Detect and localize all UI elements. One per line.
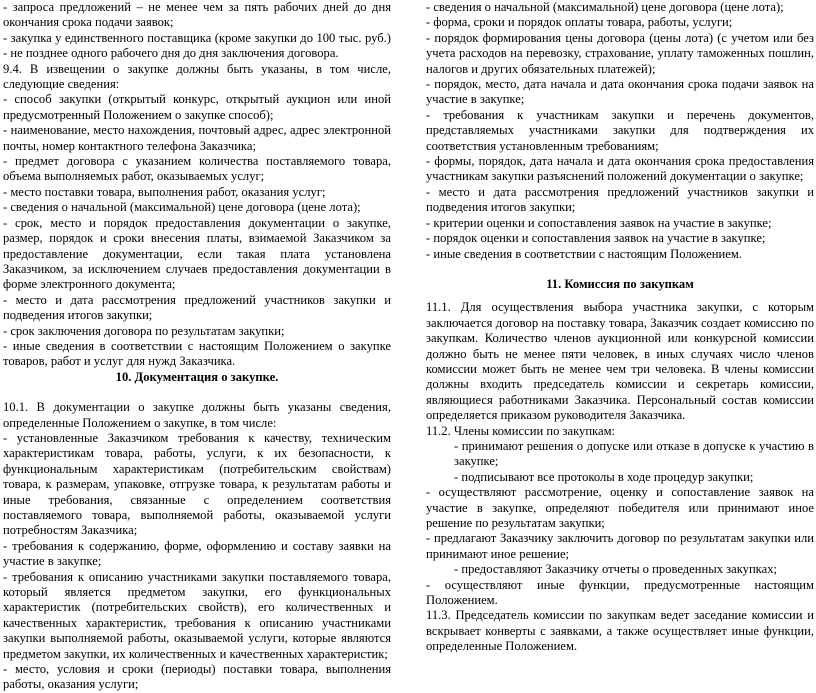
paragraph: - место, условия и сроки (периоды) поставки товара, выполнения работы, оказания услуги; [3,662,391,692]
paragraph: - способ закупки (открытый конкурс, открытый аукцион или иной предусмотренный Положением о закупке способ); [3,92,391,122]
paragraph: - предмет договора с указанием количества поставляемого товара, объема выполняемых работ, оказываемых услуг; [3,154,391,184]
paragraph: - предлагают Заказчику заключить договор по результатам закупки или принимают иное решение; [426,531,814,561]
paragraph: 10.1. В документации о закупке должны быть указаны сведения, определенные Положением о закупке, в том числе: [3,400,391,430]
paragraph: - требования к содержанию, форме, оформлению и составу заявки на участие в закупке; [3,538,391,569]
paragraph: - место поставки товара, выполнения работ, оказания услуг; [3,184,326,199]
paragraph: - наименование, место нахождения, почтовый адрес, адрес электронной почты, номер контактного телефона Заказчика; [3,123,391,153]
paragraph: 11.2. Члены комиссии по закупкам: [426,423,616,438]
section-heading-10: 10. Документация о закупке. [115,369,279,384]
paragraph: - иные сведения в соответствии с настоящим Положением. [426,246,742,261]
paragraph: - иные сведения в соответствии с настоящим Положением о закупке товаров, работ и услуг для нужд Заказчика. [3,338,391,369]
paragraph: - требования к участникам закупки и перечень документов, представляемых участниками закупки для подтверждения их соответствия установленным требованиям; [426,107,814,153]
paragraph: - осуществляют рассмотрение, оценку и сопоставление заявок на участие в закупке, определяют победителя или принимают иное решение по результатам закупки; [426,485,814,530]
paragraph: - срок заключения договора по результатам закупки; [3,323,285,338]
paragraph: - закупка у единственного поставщика (кроме закупки до 100 тыс. руб.) - не позднее одного рабочего дня до дня заключения договора. [3,30,391,61]
paragraph: - порядок оценки и сопоставления заявок на участие в закупке; [426,231,766,246]
paragraph: - сведения о начальной (максимальной) цене договора (цене лота); [3,200,361,215]
right-column [426,0,814,655]
section-heading-11: 11. Комиссия по закупкам [546,276,694,291]
paragraph: - осуществляют иные функции, предусмотренные настоящим Положением. [426,577,814,608]
paragraph: - порядок, место, дата начала и дата окончания срока подачи заявок на участие в закупке; [426,77,814,107]
paragraph: - подписывают все протоколы в ходе процедур закупки; [454,469,754,484]
paragraph: 11.1. Для осуществления выбора участника закупки, с которым заключается договор на поставку товара, Заказчик создает комиссию по закупкам. Количество членов аукционной или конкурсной комиссии должно быть не менее пяти человек, в иных случаях число членов комиссии может быть не менее чем три человека. В члены комиссии должны входить председатель комиссии и секретарь комиссии, являющиеся работниками Заказчика. Персональный состав комиссии определяется приказом руководителя Заказчика. [426,300,814,423]
paragraph: - требования к описанию участниками закупки поставляемого товара, который является предметом закупки, его функциональных характеристик (потребительских свойств), его количественных и качественных характеристик, требования к описанию участниками закупки выполняемой работы, оказываемой услуги, которые являются предметом закупки, их количественных и качественных характеристик; [3,569,391,661]
paragraph: - место и дата рассмотрения предложений участников закупки и подведения итогов закупки; [3,292,391,323]
paragraph: 11.3. Председатель комиссии по закупкам ведет заседание комиссии и вскрывает конверты с заявками, а также осуществляет иные функции, определенные Положением. [426,608,814,654]
paragraph: - сведения о начальной (максимальной) цене договора (цене лота); [426,0,784,14]
paragraph: - порядок формирования цены договора (цены лота) (с учетом или без учета расходов на перевозку, страхование, уплату таможенных пошлин, налогов и других обязательных платежей); [426,30,814,76]
paragraph: 9.4. В извещении о закупке должны быть указаны, в том числе, следующие сведения: [3,61,391,92]
paragraph: - формы, порядок, дата начала и дата окончания срока предоставления участникам закупки разъяснений положений документации о закупке; [426,154,814,184]
paragraph: - срок, место и порядок предоставления документации о закупке, размер, порядок и сроки внесения платы, взимаемой Заказчиком за предоставление документации, если такая плата установлена Заказчиком, за исключением случаев предоставления документации в форме электронного документа; [3,215,391,292]
paragraph: - критерии оценки и сопоставления заявок на участие в закупке; [426,215,772,230]
paragraph: - предоставляют Заказчику отчеты о проведенных закупках; [454,562,777,577]
paragraph: - запроса предложений – не менее чем за пять рабочих дней до дня окончания срока подачи заявок; [3,0,391,30]
paragraph: - место и дата рассмотрения предложений участников закупки и подведения итогов закупки; [426,184,814,215]
left-column [3,0,391,693]
paragraph: - форма, сроки и порядок оплаты товара, работы, услуги; [426,15,733,30]
paragraph: - установленные Заказчиком требования к качеству, техническим характеристикам товара, работы, услуги, к их безопасности, к функциональным характеристикам (потребительским свойствам) товара, к размерам, упаковке, отгрузке товара, к результатам работы и иные требования, связанные с определением соответствия поставляемого товара, выполняемой работы, оказываемой услуги потребностям Заказчика; [3,430,391,538]
paragraph: - принимают решения о допуске или отказе в допуске к участию в закупке; [454,438,814,469]
